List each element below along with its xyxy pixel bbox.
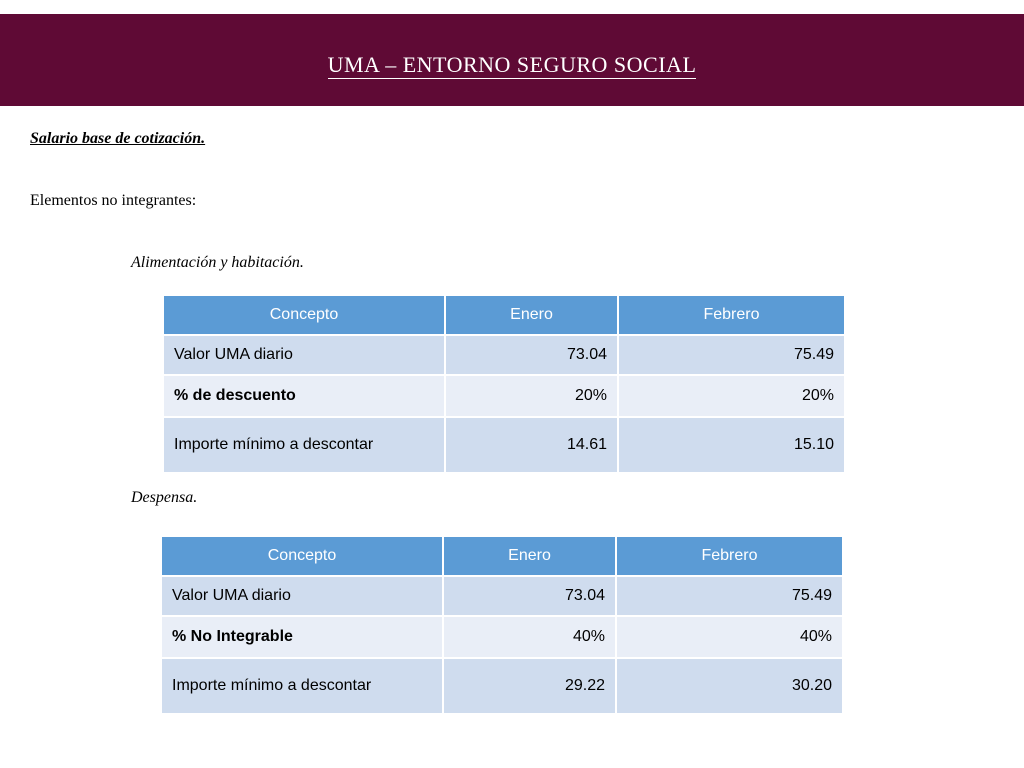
cell-concepto: Importe mínimo a descontar [164,418,444,472]
cell-enero: 29.22 [444,659,615,713]
table-header-row [164,296,844,334]
cell-concepto: Importe mínimo a descontar [162,659,442,713]
cell-febrero: 30.20 [617,659,842,713]
cell-enero: 73.04 [446,336,617,374]
cell-febrero: 20% [619,376,844,416]
column-header-febrero: Febrero [619,296,844,334]
table-row [164,418,844,472]
cell-concepto: % de descuento [164,376,444,416]
column-header-enero: Enero [446,296,617,334]
cell-febrero: 15.10 [619,418,844,472]
table-despensa [160,535,844,715]
subheading: Elementos no integrantes: [30,192,197,209]
table-row [162,659,842,713]
table-row [164,376,844,416]
cell-febrero: 40% [617,617,842,657]
title-banner [0,14,1024,106]
cell-enero: 20% [446,376,617,416]
column-header-enero: Enero [444,537,615,575]
table-alimentacion [162,294,846,474]
table-header-row [162,537,842,575]
heading: Salario base de cotización. [30,130,206,147]
cell-enero: 14.61 [446,418,617,472]
column-header-concepto: Concepto [162,537,442,575]
section-label-alimentacion: Alimentación y habitación. [131,254,304,271]
cell-febrero: 75.49 [619,336,844,374]
cell-enero: 40% [444,617,615,657]
cell-enero: 73.04 [444,577,615,615]
cell-concepto: Valor UMA diario [162,577,442,615]
column-header-febrero: Febrero [617,537,842,575]
table-row [164,336,844,374]
table-row [162,617,842,657]
cell-concepto: Valor UMA diario [164,336,444,374]
table-row [162,577,842,615]
section-label-despensa: Despensa. [131,489,198,506]
cell-concepto: % No Integrable [162,617,442,657]
slide-title: UMA – ENTORNO SEGURO SOCIAL [327,52,697,77]
column-header-concepto: Concepto [164,296,444,334]
cell-febrero: 75.49 [617,577,842,615]
